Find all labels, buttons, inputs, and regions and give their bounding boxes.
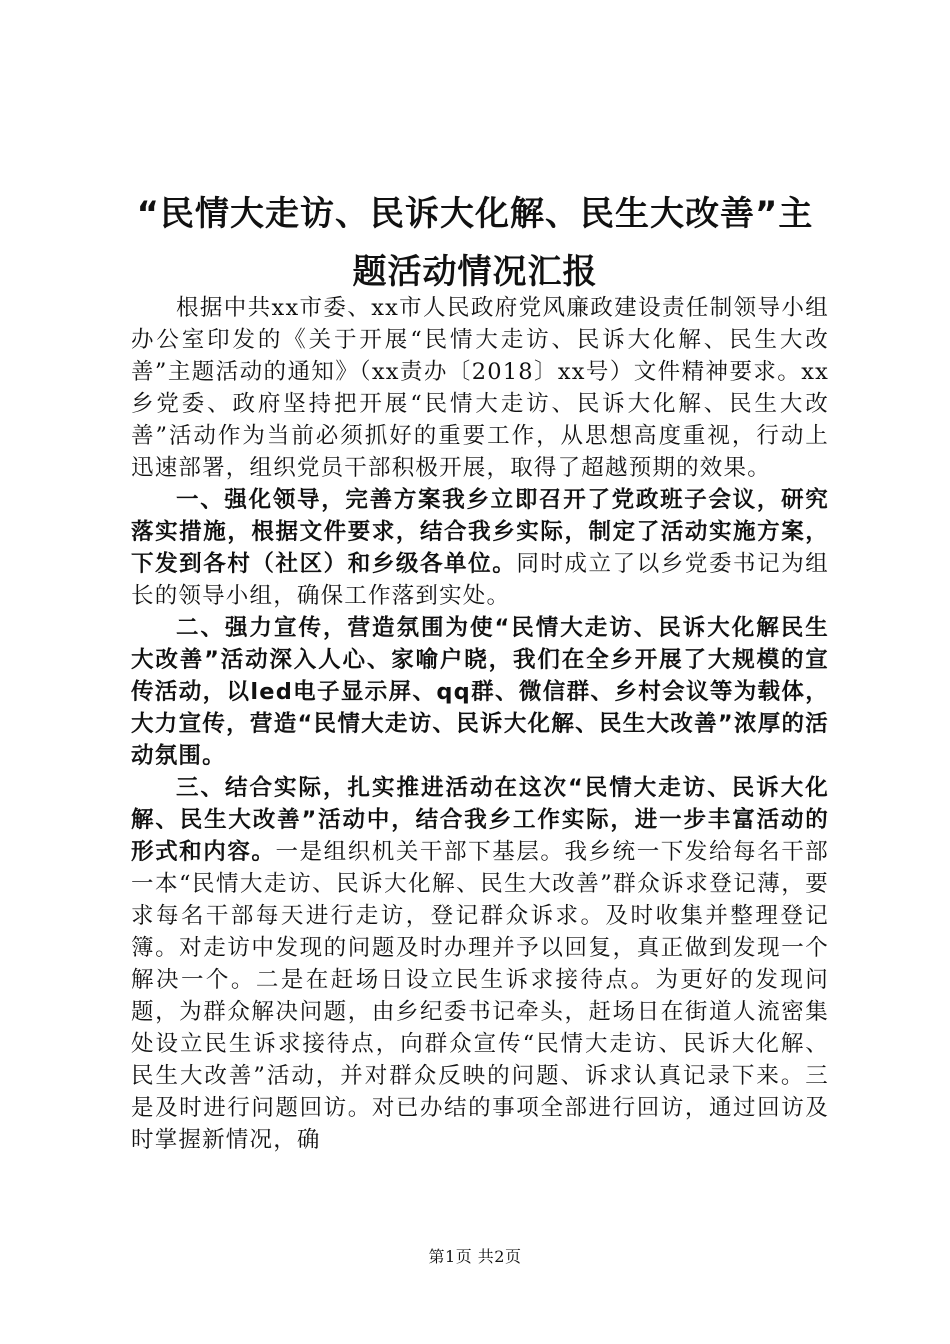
paragraph-bold-text: 二、强力宣传，营造氛围为使“民情大走访、民诉大化解民生大改善”活动深入人心、家喻户晓，我们在全乡开展了大规模的宣传活动，以led电子显示屏、qq群、微信群、乡村会议等为载体，大力宣传，营造“民情大走访、民诉大化解、民生大改善”浓厚的活动氛围。 bbox=[131, 615, 829, 769]
paragraph-bold-text: 三、结合实际，扎实推进活动在这次“民情大走访、民诉大化解、民生大改善”活动中，结合我乡工作实际，进一步丰富活动的形式和内容。 bbox=[131, 775, 829, 865]
paragraph-text: 一是组织机关干部下基层。我乡统一下发给每名干部一本“民情大走访、民诉大化解、民生大改善”群众诉求登记薄，要求每名干部每天进行走访，登记群众诉求。及时收集并整理登记簿。对走访中发现的问题及时办理并予以回复，真正做到发现一个解决一个。二是在赶场日设立民生诉求接待点。为更好的发现问题，为群众解决问题，由乡纪委书记牵头，赶场日在街道人流密集处设立民生诉求接待点，向群众宣传“民情大走访、民诉大化解、民生大改善”活动，并对群众反映的问题、诉求认真记录下来。三是及时进行问题回访。对已办结的事项全部进行回访，通过回访及时掌握新情况，确 bbox=[131, 839, 829, 1153]
paragraph-section-2 bbox=[131, 612, 829, 772]
document-title-line-2: 题活动情况汇报 bbox=[352, 252, 598, 292]
paragraph-bold-text: 一、强化领导，完善方案我乡立即召开了党政班子会议，研究落实措施，根据文件要求，结合我乡实际，制定了活动实施方案，下发到各村（社区）和乡级各单位。 bbox=[131, 487, 829, 577]
paragraph-text: 同时成立了以乡党委书记为组长的领导小组，确保工作落到实处。 bbox=[131, 551, 829, 609]
document-body bbox=[131, 292, 829, 1156]
paragraph-section-1 bbox=[131, 484, 829, 612]
page-footer: 第1页 共2页 bbox=[428, 1247, 522, 1266]
document-title-line-1: “民情大走访、民诉大化解、民生大改善”主 bbox=[136, 194, 814, 234]
paragraph-text: 根据中共xx市委、xx市人民政府党风廉政建设责任制领导小组办公室印发的《关于开展“民情大走访、民诉大化解、民生大改善”主题活动的通知》（xx责办〔2018〕xx号）文件精神要求。xx乡党委、政府坚持把开展“民情大走访、民诉大化解、民生大改善”活动作为当前必须抓好的重要工作，从思想高度重视，行动上迅速部署，组织党员干部积极开展，取得了超越预期的效果。 bbox=[131, 295, 829, 481]
paragraph-section-3 bbox=[131, 772, 829, 1156]
paragraph-intro bbox=[131, 292, 829, 484]
